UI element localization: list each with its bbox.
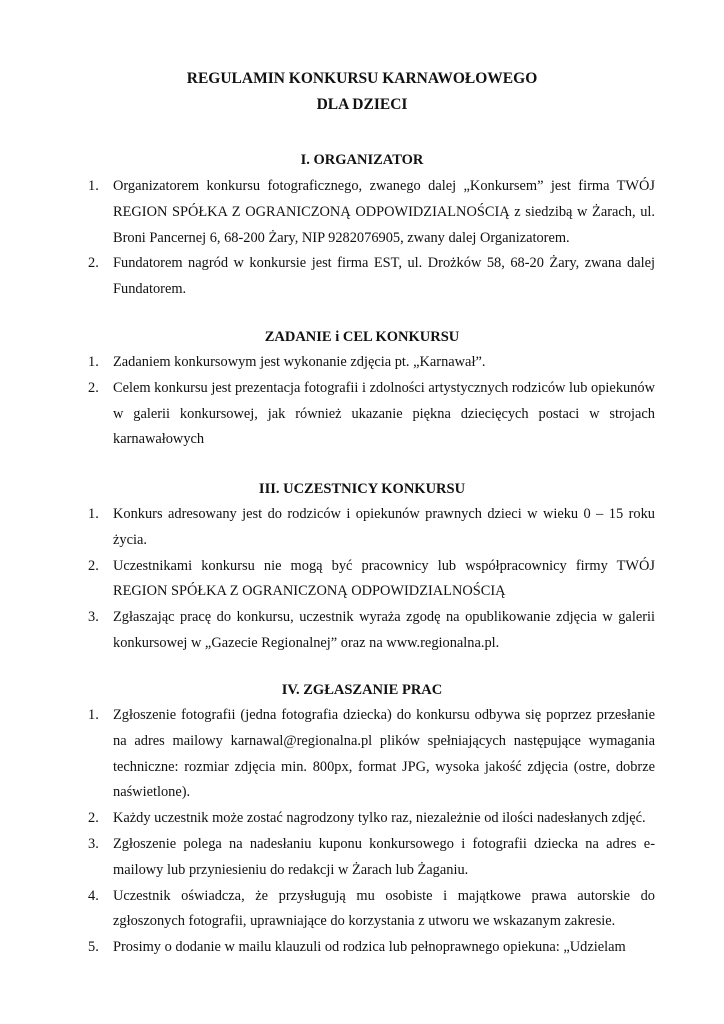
list-item [0,554,724,606]
section-heading-organizator: I. ORGANIZATOR [300,152,424,168]
list-item [0,832,724,884]
item-text: Uczestnik oświadcza, że przysługują mu osobiste i majątkowe prawa autorskie do zgłoszonych fotografii, uprawniające do korzystania z utworu we wskazanym zakresie. [113,887,655,930]
item-number: 2. [88,255,99,272]
list-item [0,502,724,554]
section-list-uczestnicy [0,502,724,657]
item-text: Zgłoszenie polega na nadesłaniu kuponu konkursowego i fotografii dziecka na adres e-mailowy lub przyniesieniu do redakcji w Żarach lub Żaganiu. [113,835,655,878]
item-text: Zgłaszając pracę do konkursu, uczestnik wyraża zgodę na opublikowanie zdjęcia w galerii konkursowej w „Gazecie Regionalnej” oraz na www.regionalna.pl. [113,609,655,651]
item-number: 2. [88,379,99,396]
item-number: 3. [88,609,99,626]
section-heading-zadanie: ZADANIE i CEL KONKURSU [264,329,460,345]
item-number: 5. [88,939,99,956]
section-heading-uczestnicy: III. UCZESTNICY KONKURSU [258,481,466,497]
list-item [0,703,724,806]
item-text: Konkurs adresowany jest do rodziców i opiekunów prawnych dzieci w wieku 0 – 15 roku życia. [113,506,655,548]
document-title: REGULAMIN KONKURSU KARNAWOŁOWEGO [186,70,538,87]
item-text: Organizatorem konkursu fotograficznego, zwanego dalej „Konkursem” jest firma TWÓJ REGION SPÓŁKA Z OGRANICZONĄ ODPOWIDZIALNOŚCIĄ z siedzibą w Żarach, ul. Broni Pancernej 6, 68-200 Żary, NIP 9282076905, zwany dalej Organizatorem. [113,178,655,246]
section-list-organizator [0,174,724,303]
item-number: 1. [88,178,99,194]
list-item [0,884,724,936]
section-heading-zglaszanie: IV. ZGŁASZANIE PRAC [281,682,443,698]
list-item [0,376,724,453]
list-item [0,174,724,251]
list-item [0,806,724,832]
list-item [0,935,724,961]
item-text: Uczestnikami konkursu nie mogą być pracownicy lub współpracownicy firmy TWÓJ REGION SPÓŁKA Z OGRANICZONĄ ODPOWIDZIALNOŚCIĄ [113,557,655,600]
item-text: Celem konkursu jest prezentacja fotografii i zdolności artystycznych rodziców lub opiekunów w galerii konkursowej, jak również ukazanie piękna dziecięcych postaci w strojach karnawałowych [113,379,655,448]
section-list-zadanie [0,350,724,453]
list-item [0,251,724,303]
item-number: 2. [88,557,99,574]
item-text: Prosimy o dodanie w mailu klauzuli od rodzica lub pełnoprawnego opiekuna: „Udzielam [113,939,626,956]
item-text: Zgłoszenie fotografii (jedna fotografia dziecka) do konkursu odbywa się poprzez przesłanie na adres mailowy karnawal@regionalna.pl plików spełniających następujące wymagania techniczne: rozmiar zdjęcia min. 800px, format JPG, wysoka jakość zdjęcia (ostre, dobrze naświetlone). [113,707,655,801]
item-number: 3. [88,835,99,852]
list-item [0,605,724,657]
item-number: 4. [88,887,99,904]
section-list-zglaszanie [0,703,724,961]
item-number: 1. [88,354,99,370]
item-text: Zadaniem konkursowym jest wykonanie zdjęcia pt. „Karnawał”. [113,354,486,370]
document-subtitle: DLA DZIECI [316,96,408,113]
item-number: 1. [88,506,99,522]
item-text: Fundatorem nagród w konkursie jest firma EST, ul. Drożków 58, 68-20 Żary, zwana dalej Fundatorem. [113,255,655,298]
list-item [0,350,724,376]
item-text: Każdy uczestnik może zostać nagrodzony tylko raz, niezależnie od ilości nadesłanych zdjęć. [113,810,646,827]
item-number: 2. [88,810,99,827]
item-number: 1. [88,707,99,723]
